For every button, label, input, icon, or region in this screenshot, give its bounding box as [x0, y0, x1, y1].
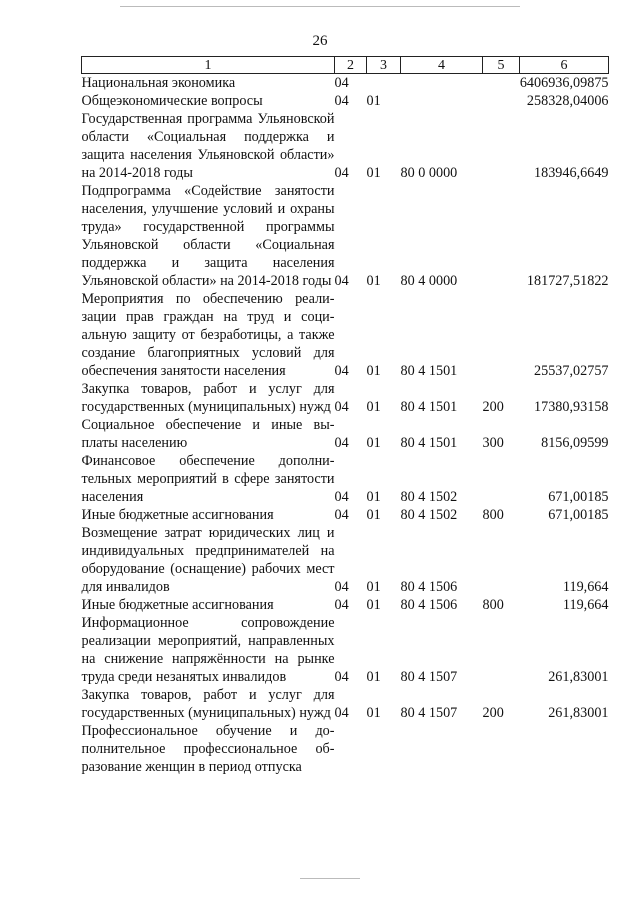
row-amount: 181727,51822 — [526, 273, 609, 289]
row-expense-type — [483, 182, 520, 290]
row-amount: 17380,93158 — [534, 399, 609, 415]
table-row — [82, 524, 609, 596]
table-header-row — [82, 57, 609, 74]
row-target-article: 80 4 1507 — [400, 705, 458, 721]
table-row — [82, 506, 609, 524]
row-name: Финансовое обеспечение дополнительных мероприятий в сфере занятости населения — [81, 453, 335, 505]
row-subsection: 01 — [366, 165, 381, 181]
column-header-5: 5 — [483, 57, 520, 74]
column-header-6: 6 — [520, 57, 609, 74]
row-target-article: 80 4 1502 — [400, 489, 458, 505]
row-subsection: 01 — [366, 435, 381, 451]
row-amount: 25537,02757 — [534, 363, 609, 379]
column-header-2: 2 — [335, 57, 367, 74]
row-amount: 258328,04006 — [526, 93, 609, 109]
row-target-article — [401, 722, 483, 776]
row-name: Иные бюджетные ассигнования — [81, 597, 274, 613]
row-expense-type — [483, 722, 520, 776]
row-section: 04 — [334, 669, 349, 685]
row-section: 04 — [334, 93, 349, 109]
row-amount: 8156,09599 — [541, 435, 609, 451]
row-name: Общеэкономические вопросы — [81, 93, 263, 109]
row-expense-type: 800 — [482, 507, 504, 523]
row-name: Информационное сопровождение реализации мероприятий, направленных на снижение напряжённости на рынке труда среди незанятых инвалидов — [81, 615, 335, 685]
row-target-article: 80 4 1501 — [400, 363, 458, 379]
table-row — [82, 416, 609, 452]
row-name: Закупка товаров, работ и услуг для государственных (муниципальных) нужд — [81, 687, 335, 721]
row-target-article: 80 4 1501 — [400, 399, 458, 415]
row-expense-type: 200 — [482, 399, 504, 415]
row-name: Подпрограмма «Содействие занятости населения, улучшение условий и охраны труда» государственной программы Ульяновской области «Социальная поддержка и защита населения Ульяновской области» на 2014-2018 годы — [81, 183, 335, 289]
row-target-article: 80 4 1506 — [400, 597, 458, 613]
row-section: 04 — [334, 507, 349, 523]
row-amount: 119,664 — [562, 579, 609, 595]
column-header-3: 3 — [367, 57, 401, 74]
row-expense-type — [483, 92, 520, 110]
row-expense-type — [483, 74, 520, 93]
row-section — [335, 722, 367, 776]
row-subsection: 01 — [366, 669, 381, 685]
scan-artifact — [300, 878, 360, 879]
table-row — [82, 92, 609, 110]
row-section: 04 — [334, 435, 349, 451]
row-name: Государственная программа Ульяновской области «Социальная поддержка и защита населения Ульяновской области» на 2014-2018 годы — [81, 111, 335, 181]
row-target-article: 80 4 1507 — [400, 669, 458, 685]
row-expense-type — [483, 110, 520, 182]
table-row — [82, 722, 609, 776]
row-subsection: 01 — [366, 597, 381, 613]
row-name: Закупка товаров, работ и услуг для государственных (муниципальных) нужд — [81, 381, 335, 415]
row-target-article — [401, 74, 483, 93]
row-expense-type — [483, 614, 520, 686]
row-name: Возмещение затрат юридических лиц и индивидуальных предпринимателей на оборудование (оснащение) рабочих мест для инвалидов — [81, 525, 335, 595]
row-name: Социальное обеспечение и иные выплаты населению — [81, 417, 335, 451]
row-amount: 671,00185 — [548, 489, 609, 505]
row-name: Иные бюджетные ассигнования — [81, 507, 274, 523]
row-amount: 261,83001 — [548, 669, 609, 685]
row-section: 04 — [334, 75, 349, 91]
row-amount: 6406936,09875 — [519, 75, 609, 91]
row-target-article: 80 4 1501 — [400, 435, 458, 451]
row-subsection: 01 — [366, 273, 381, 289]
row-subsection: 01 — [366, 399, 381, 415]
row-target-article: 80 0 0000 — [400, 165, 458, 181]
row-subsection: 01 — [366, 507, 381, 523]
row-amount: 119,664 — [562, 597, 609, 613]
row-target-article: 80 4 1502 — [400, 507, 458, 523]
row-subsection: 01 — [366, 93, 381, 109]
row-section: 04 — [334, 705, 349, 721]
row-expense-type — [483, 290, 520, 380]
row-section: 04 — [334, 579, 349, 595]
table-row — [82, 110, 609, 182]
row-expense-type — [483, 452, 520, 506]
row-section: 04 — [334, 363, 349, 379]
row-expense-type: 200 — [482, 705, 504, 721]
column-header-1: 1 — [82, 57, 335, 74]
row-name: Национальная экономика — [81, 75, 236, 91]
page-number: 26 — [312, 33, 328, 49]
row-expense-type — [483, 524, 520, 596]
table-row — [82, 452, 609, 506]
table-row — [82, 614, 609, 686]
row-subsection: 01 — [366, 579, 381, 595]
row-name: Профессиональное обучение и дополнительное профессиональное образование женщин в период отпуска — [81, 723, 335, 775]
row-amount: 671,00185 — [548, 507, 609, 523]
row-expense-type: 800 — [482, 597, 504, 613]
row-section: 04 — [334, 489, 349, 505]
row-section: 04 — [334, 597, 349, 613]
row-subsection: 01 — [366, 705, 381, 721]
table-row — [82, 74, 609, 93]
row-amount: 261,83001 — [548, 705, 609, 721]
table-row — [82, 380, 609, 416]
column-header-4: 4 — [401, 57, 483, 74]
row-subsection: 01 — [366, 489, 381, 505]
table-row — [82, 596, 609, 614]
row-subsection — [367, 74, 401, 93]
scan-artifact — [120, 6, 520, 7]
row-section: 04 — [334, 165, 349, 181]
row-subsection — [367, 722, 401, 776]
row-target-article: 80 4 0000 — [400, 273, 458, 289]
row-amount — [520, 722, 609, 776]
row-target-article — [401, 92, 483, 110]
table-row — [82, 182, 609, 290]
row-expense-type: 300 — [482, 435, 504, 451]
row-target-article: 80 4 1506 — [400, 579, 458, 595]
row-section: 04 — [334, 273, 349, 289]
table-row — [82, 686, 609, 722]
row-amount: 183946,6649 — [534, 165, 609, 181]
row-name: Мероприятия по обеспечению реализации прав граждан на труд и социальную защиту от безработицы, а также создание благоприятных условий для обеспечения занятости населения — [81, 291, 335, 379]
table-row — [82, 290, 609, 380]
budget-table — [81, 56, 609, 776]
row-section: 04 — [334, 399, 349, 415]
row-subsection: 01 — [366, 363, 381, 379]
